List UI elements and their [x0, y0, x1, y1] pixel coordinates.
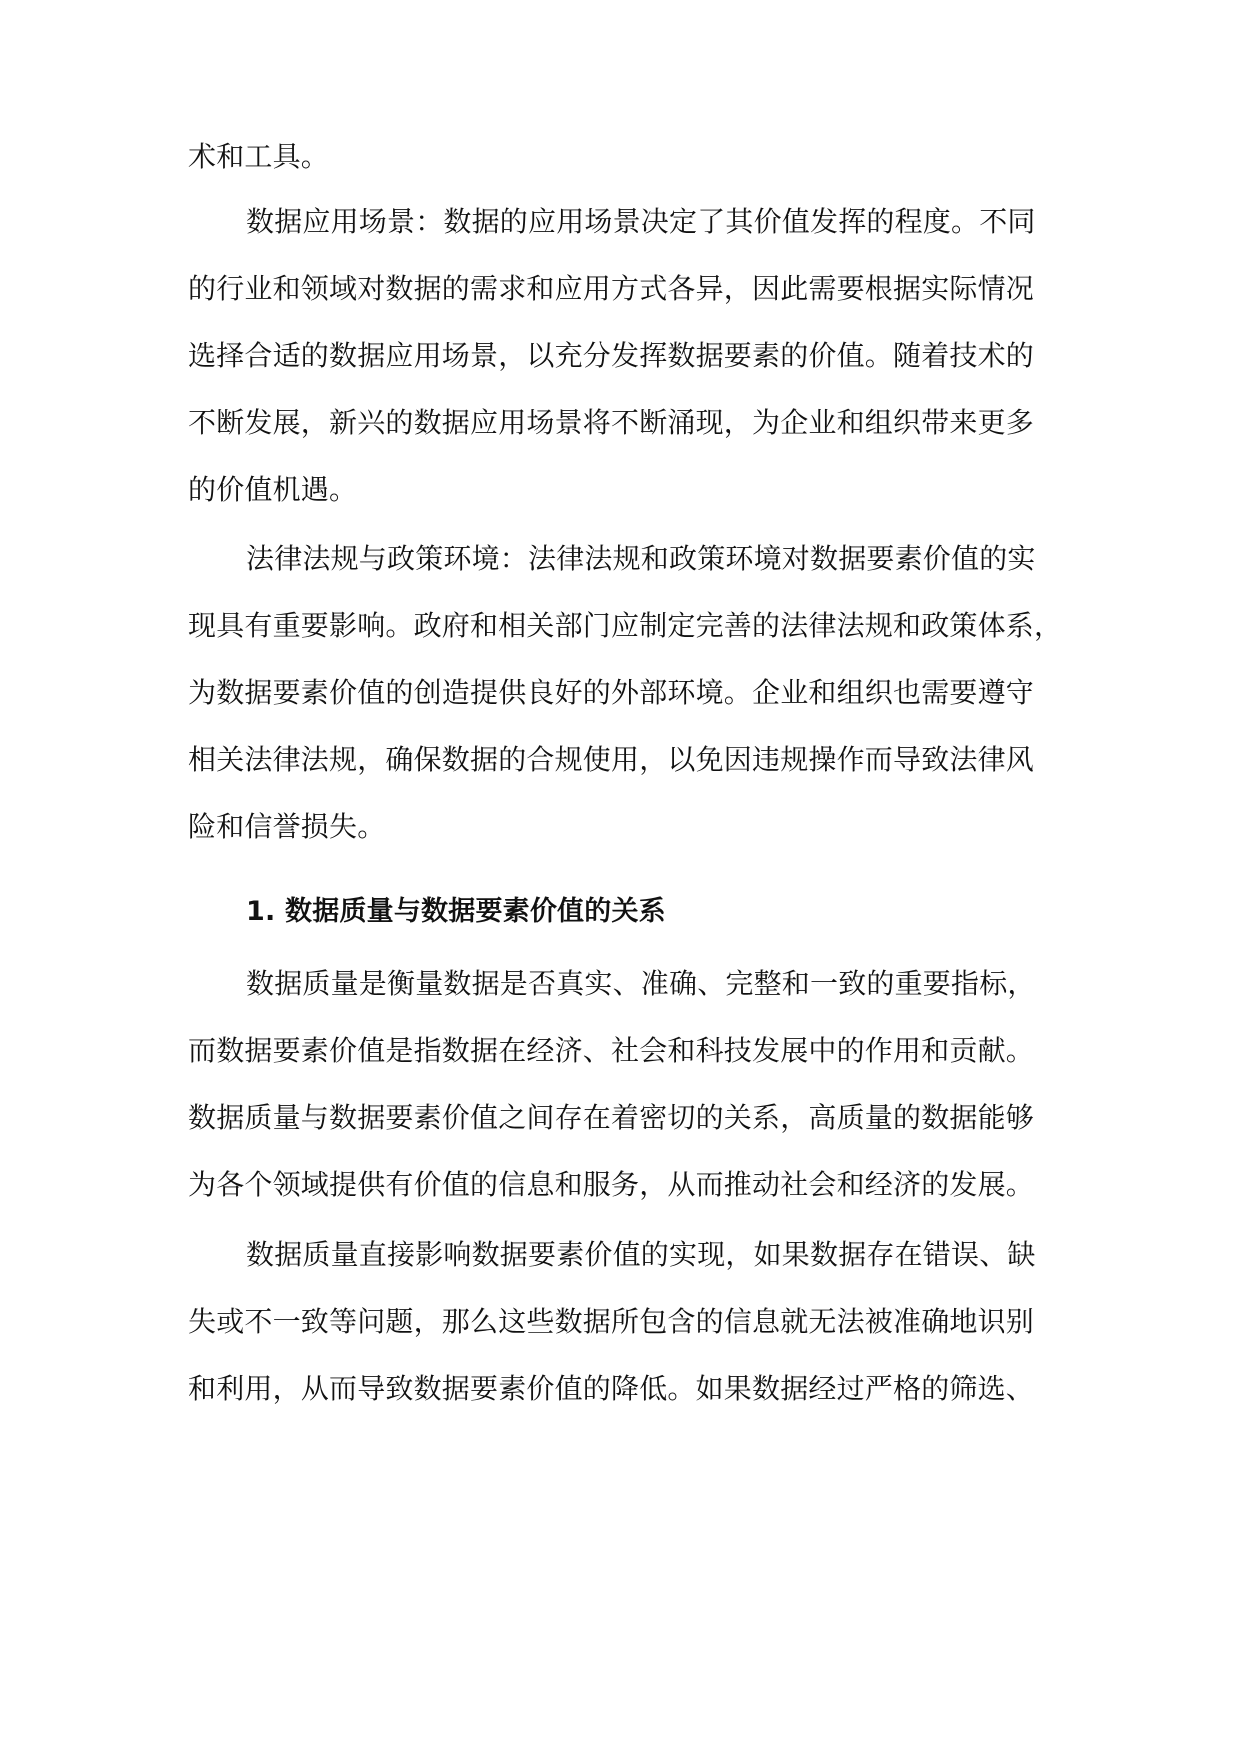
paragraph-line: 相关法律法规，确保数据的合规使用，以免因违规操作而导致法律风 — [188, 743, 1035, 776]
paragraph-line: 险和信誉损失。 — [188, 810, 386, 843]
paragraph-line: 数据质量直接影响数据要素价值的实现，如果数据存在错误、缺 — [246, 1238, 1036, 1271]
paragraph-line: 的行业和领域对数据的需求和应用方式各异，因此需要根据实际情况 — [188, 272, 1035, 305]
paragraph-line: 而数据要素价值是指数据在经济、社会和科技发展中的作用和贡献。 — [188, 1034, 1035, 1067]
paragraph-line: 不断发展，新兴的数据应用场景将不断涌现，为企业和组织带来更多 — [188, 406, 1035, 439]
paragraph-line: 失或不一致等问题，那么这些数据所包含的信息就无法被准确地识别 — [188, 1305, 1035, 1338]
paragraph-line: 选择合适的数据应用场景，以充分发挥数据要素的价值。随着技术的 — [188, 339, 1035, 372]
paragraph-line: 数据质量与数据要素价值之间存在着密切的关系，高质量的数据能够 — [188, 1101, 1035, 1134]
paragraph-line: 和利用，从而导致数据要素价值的降低。如果数据经过严格的筛选、 — [188, 1372, 1035, 1405]
section-heading: 1. 数据质量与数据要素价值的关系 — [246, 896, 666, 927]
paragraph-line: 术和工具。 — [188, 140, 330, 173]
paragraph-line: 数据质量是衡量数据是否真实、准确、完整和一致的重要指标， — [246, 967, 1036, 1000]
paragraph-line: 法律法规与政策环境：法律法规和政策环境对数据要素价值的实 — [246, 542, 1036, 575]
paragraph-line: 现具有重要影响。政府和相关部门应制定完善的法律法规和政策体系， — [188, 609, 1063, 642]
paragraph-line: 的价值机遇。 — [188, 473, 358, 506]
paragraph-line: 为各个领域提供有价值的信息和服务，从而推动社会和经济的发展。 — [188, 1168, 1035, 1201]
paragraph-line: 为数据要素价值的创造提供良好的外部环境。企业和组织也需要遵守 — [188, 676, 1035, 709]
paragraph-line: 数据应用场景：数据的应用场景决定了其价值发挥的程度。不同 — [246, 205, 1036, 238]
